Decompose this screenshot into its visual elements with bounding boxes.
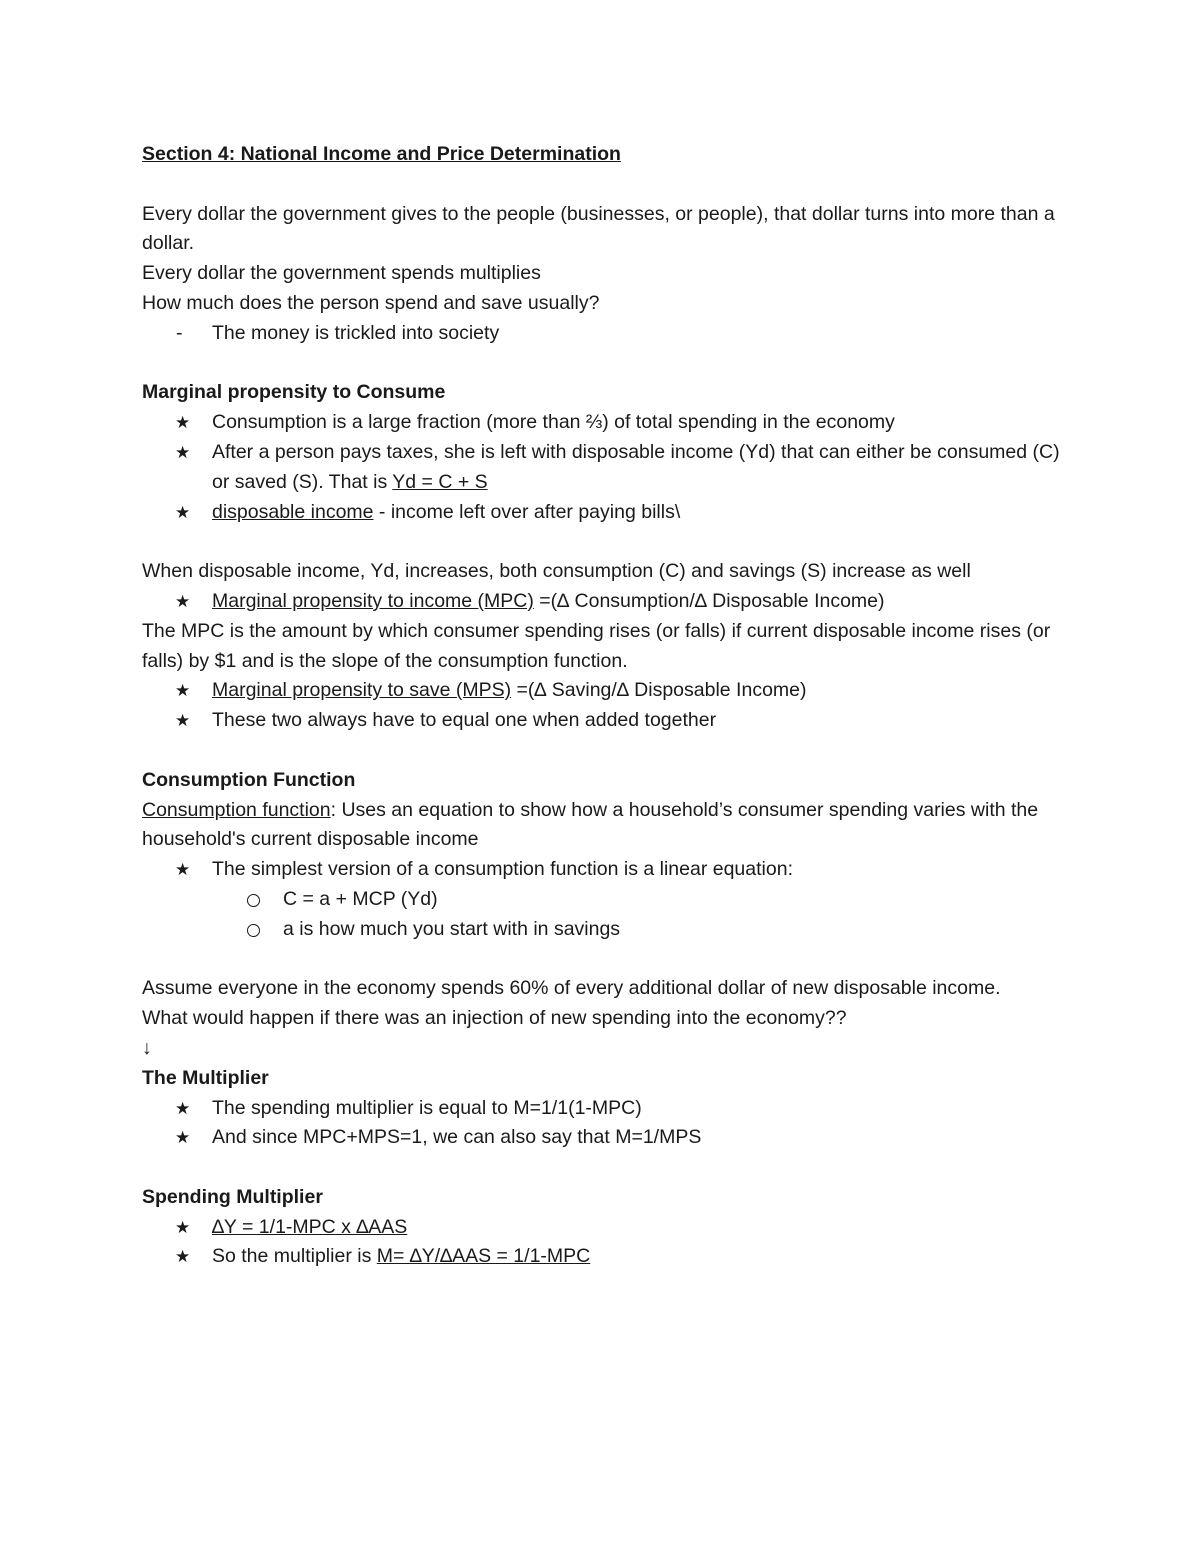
star-icon: ★ bbox=[175, 1098, 191, 1118]
circle-icon bbox=[247, 924, 260, 937]
assume-paragraph-1: Assume everyone in the economy spends 60% of every additional dollar of new disposable income. bbox=[142, 977, 1001, 1000]
spacer bbox=[142, 527, 1072, 557]
dash-item bbox=[142, 319, 1072, 349]
sub-bullet-text: a is how much you start with in savings bbox=[283, 917, 621, 940]
spacer bbox=[142, 349, 1072, 379]
down-arrow-icon: ↓ bbox=[142, 1036, 152, 1059]
term-mps: Marginal propensity to save (MPS) bbox=[212, 679, 512, 702]
intro-paragraph-2: Every dollar the government spends multiplies bbox=[142, 262, 541, 285]
term-mpc: Marginal propensity to income (MPC) bbox=[212, 589, 534, 612]
heading-mpc: Marginal propensity to Consume bbox=[142, 381, 446, 404]
bullet-item bbox=[142, 855, 1072, 885]
mpc-paragraph: The MPC is the amount by which consumer spending rises (or falls) if current disposable income rises (or falls) by $1 and is the slope of the consumption function. bbox=[142, 619, 1051, 672]
sub-bullet-text: C = a + MCP (Yd) bbox=[283, 887, 438, 910]
bullet-text: The spending multiplier is equal to M=1/1(1-MPC) bbox=[212, 1096, 642, 1119]
section-title: Section 4: National Income and Price Determination bbox=[142, 143, 621, 165]
star-icon: ★ bbox=[175, 413, 191, 433]
bullet-item bbox=[142, 1094, 1072, 1124]
when-paragraph: When disposable income, Yd, increases, both consumption (C) and savings (S) increase as well bbox=[142, 560, 971, 583]
star-icon: ★ bbox=[175, 591, 191, 611]
star-icon: ★ bbox=[175, 1217, 191, 1237]
bullet-text: And since MPC+MPS=1, we can also say that M=1/MPS bbox=[212, 1126, 702, 1149]
star-icon: ★ bbox=[175, 711, 191, 731]
bullet-item bbox=[142, 1213, 1072, 1243]
bullet-item bbox=[142, 1123, 1072, 1153]
star-icon: ★ bbox=[175, 1128, 191, 1148]
heading-spending-multiplier: Spending Multiplier bbox=[142, 1185, 323, 1208]
bullet-item bbox=[142, 1242, 1072, 1272]
heading-multiplier: The Multiplier bbox=[142, 1066, 269, 1089]
bullet-text: =(∆ Consumption/∆ Disposable Income) bbox=[533, 589, 885, 612]
spacer bbox=[142, 170, 1072, 200]
intro-paragraph-3: How much does the person spend and save usually? bbox=[142, 291, 600, 314]
dash-marker: - bbox=[176, 321, 183, 344]
bullet-item bbox=[142, 706, 1072, 736]
definition-text: : Uses an equation to show how a household’s consumer spending varies with the household's current disposable income bbox=[142, 798, 1039, 851]
star-icon: ★ bbox=[175, 442, 191, 462]
circle-icon bbox=[247, 894, 260, 907]
star-icon: ★ bbox=[175, 681, 191, 701]
star-icon: ★ bbox=[175, 860, 191, 880]
bullet-text: =(∆ Saving/∆ Disposable Income) bbox=[511, 679, 807, 702]
equation-delta-y: ∆Y = 1/1-MPC x ∆AAS bbox=[212, 1215, 408, 1238]
bullet-item bbox=[142, 676, 1072, 706]
bullet-text: After a person pays taxes, she is left with disposable income (Yd) that can either be consumed (C) or saved (S). That is bbox=[212, 440, 1060, 493]
spacer bbox=[142, 1153, 1072, 1183]
bullet-item bbox=[142, 408, 1072, 438]
sub-bullet-item bbox=[142, 915, 1072, 945]
heading-consumption-function: Consumption Function bbox=[142, 768, 356, 791]
term-consumption-function: Consumption function bbox=[142, 798, 331, 821]
term-disposable-income: disposable income bbox=[212, 500, 374, 523]
bullet-text: So the multiplier is bbox=[212, 1245, 377, 1268]
document-page bbox=[142, 140, 1072, 1272]
equation-yd: Yd = C + S bbox=[392, 470, 488, 493]
bullet-text: The simplest version of a consumption function is a linear equation: bbox=[212, 858, 793, 881]
bullet-item bbox=[142, 438, 1072, 498]
intro-paragraph-1: Every dollar the government gives to the people (businesses, or people), that dollar turns into more than a dollar. bbox=[142, 202, 1055, 255]
bullet-text: These two always have to equal one when added together bbox=[212, 709, 717, 732]
bullet-text: - income left over after paying bills\ bbox=[373, 500, 681, 523]
sub-bullet-item bbox=[142, 885, 1072, 915]
star-icon: ★ bbox=[175, 1247, 191, 1267]
star-icon: ★ bbox=[175, 502, 191, 522]
equation-multiplier: M= ∆Y/∆AAS = 1/1-MPC bbox=[376, 1245, 591, 1268]
spacer bbox=[142, 736, 1072, 766]
dash-item-text: The money is trickled into society bbox=[212, 321, 500, 344]
spacer bbox=[142, 945, 1072, 975]
definition-paragraph bbox=[142, 796, 1072, 856]
assume-paragraph-2: What would happen if there was an injection of new spending into the economy?? bbox=[142, 1007, 847, 1030]
bullet-text: Consumption is a large fraction (more than ⅔) of total spending in the economy bbox=[212, 411, 895, 434]
bullet-item bbox=[142, 587, 1072, 617]
bullet-item bbox=[142, 498, 1072, 528]
